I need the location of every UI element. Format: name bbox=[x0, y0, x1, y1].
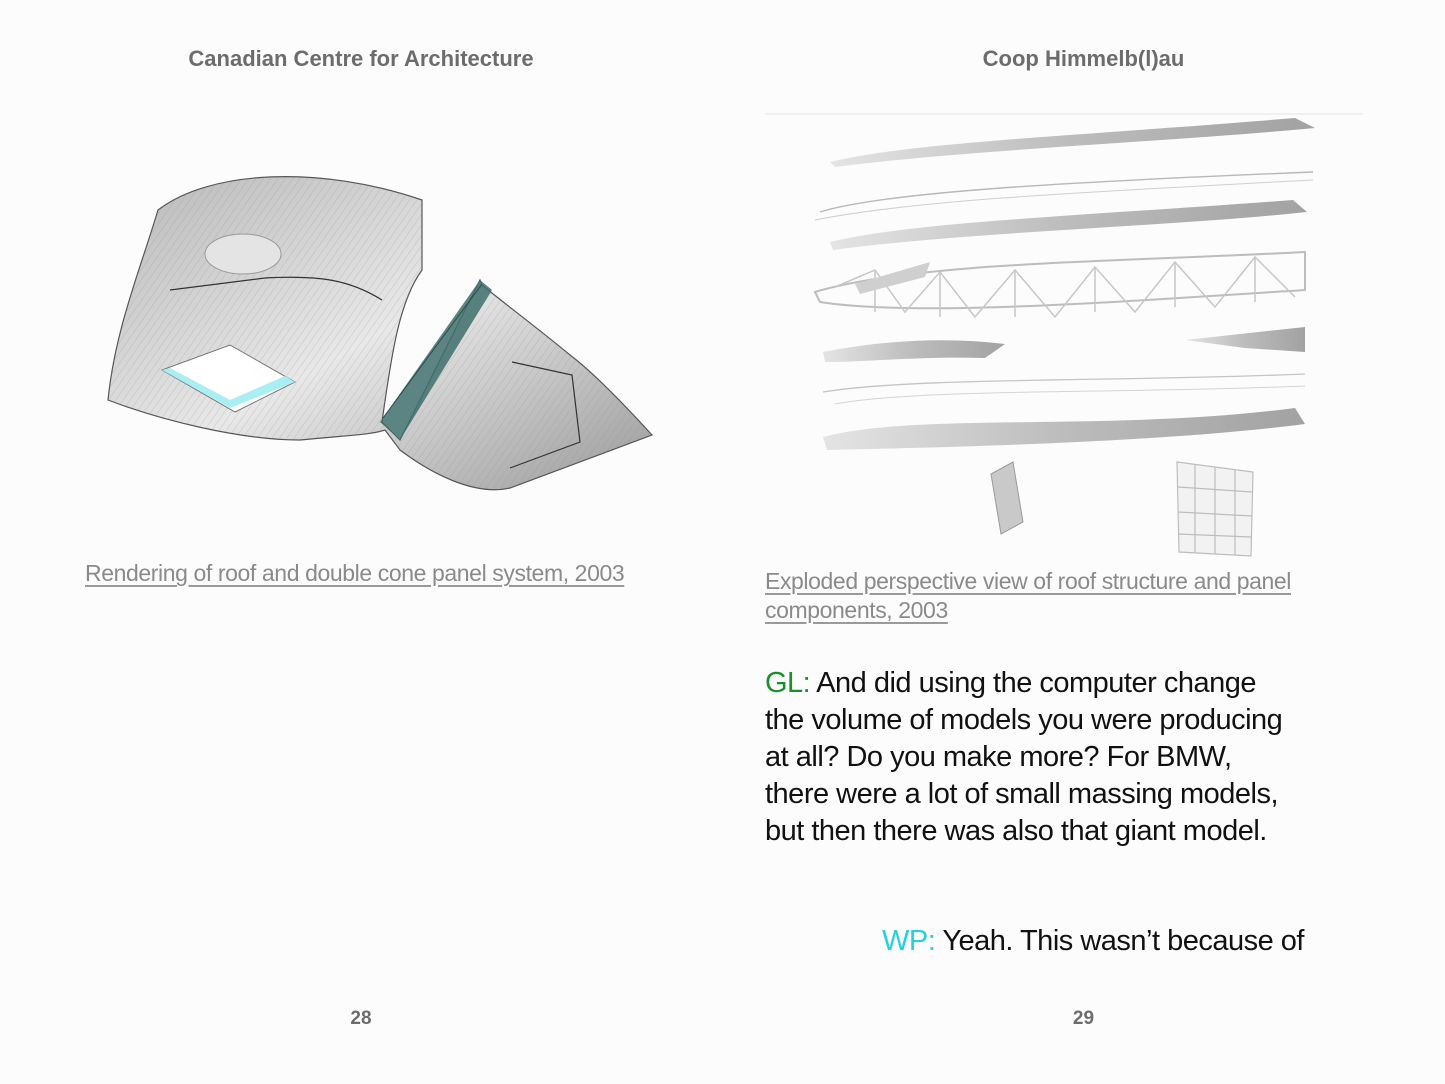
exploded-view-image bbox=[765, 112, 1363, 560]
speaker-label-wp: WP: bbox=[882, 925, 936, 957]
page-number-left: 28 bbox=[350, 1008, 372, 1029]
paragraph-gl-text: And did using the computer change the volume of models you were producing at all? Do you make more? For BMW, there were a lot of small massing models, but then there was also that giant model. bbox=[765, 667, 1283, 847]
page-number-right: 29 bbox=[1072, 1008, 1095, 1029]
speaker-label-gl: GL: bbox=[765, 667, 811, 699]
interview-paragraph-wp bbox=[882, 923, 1402, 960]
caption-right bbox=[765, 567, 1335, 625]
caption-right-text: Exploded perspective view of roof structure and panel components, 2003 bbox=[765, 568, 1292, 623]
running-head-left: Canadian Centre for Architecture bbox=[188, 46, 534, 71]
caption-left bbox=[85, 559, 685, 588]
caption-left-text: Rendering of roof and double cone panel system, 2003 bbox=[85, 560, 625, 586]
roof-rendering-image bbox=[100, 150, 660, 500]
left-page bbox=[0, 0, 722, 1084]
interview-paragraph-gl bbox=[765, 665, 1285, 850]
paragraph-wp-text: Yeah. This wasn’t because of bbox=[935, 925, 1304, 957]
right-page bbox=[722, 0, 1445, 1084]
running-head-right: Coop Himmelb(l)au bbox=[982, 46, 1185, 71]
